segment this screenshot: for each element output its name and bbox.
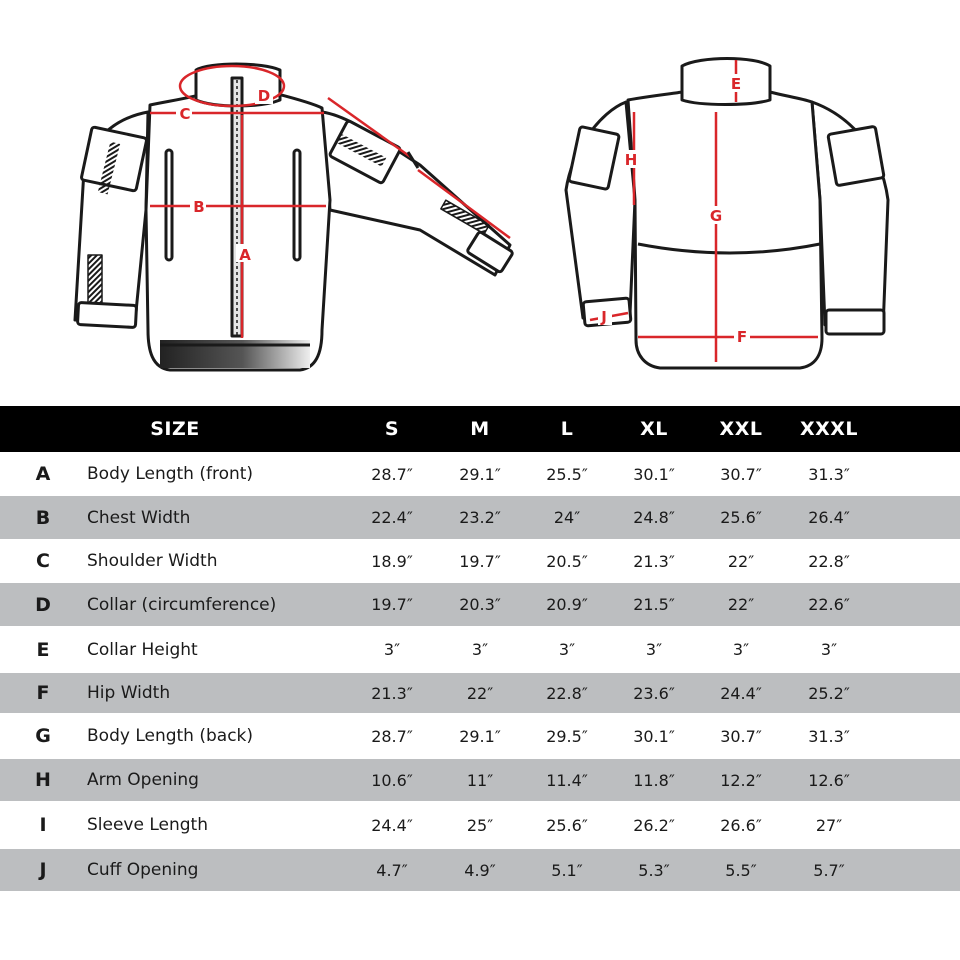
size-value-cell: 25″ [466, 815, 494, 835]
size-value-cell: 11.4″ [546, 770, 588, 790]
table-row [0, 801, 960, 849]
row-measurement-name: Body Length (back) [87, 726, 254, 746]
size-value-cell: 22.8″ [546, 683, 588, 703]
front-cuff-left [77, 302, 136, 327]
back-body [628, 92, 822, 368]
row-key-letter: C [36, 550, 50, 572]
header-size-m: M [470, 418, 490, 440]
back-cuff-right [826, 310, 884, 334]
size-value-cell: 3″ [820, 640, 838, 659]
jacket-front [75, 64, 513, 370]
svg-text:D: D [257, 87, 271, 105]
size-value-cell: 26.6″ [720, 815, 762, 835]
table-row [0, 849, 960, 891]
size-value-cell: 21.3″ [371, 683, 413, 703]
size-value-cell: 23.6″ [633, 683, 675, 703]
size-value-cell: 5.1″ [551, 860, 583, 880]
svg-text:F: F [736, 328, 748, 346]
size-value-cell: 20.5″ [546, 551, 588, 571]
size-value-cell: 12.2″ [720, 770, 762, 790]
table-row [0, 496, 960, 539]
row-key-letter: J [39, 859, 47, 881]
row-key-letter: A [35, 463, 51, 485]
size-value-cell: 5.7″ [813, 860, 845, 880]
size-value-cell: 28.7″ [371, 726, 413, 746]
size-value-cell: 29.5″ [546, 726, 588, 746]
jacket-measurement-diagram [0, 0, 960, 400]
row-key-letter: D [35, 593, 51, 616]
size-value-cell: 26.2″ [633, 815, 675, 835]
row-measurement-name: Chest Width [87, 507, 191, 528]
size-value-cell: 31.3″ [808, 726, 850, 746]
size-value-cell: 4.9″ [464, 860, 496, 880]
svg-text:E: E [730, 75, 742, 93]
size-value-cell: 29.1″ [459, 726, 501, 746]
back-arm-patch-right [828, 126, 884, 186]
size-value-cell: 26.4″ [808, 508, 850, 527]
table-row [0, 759, 960, 801]
size-value-cell: 30.1″ [633, 464, 675, 484]
size-value-cell: 22″ [466, 683, 494, 703]
row-measurement-name: Arm Opening [87, 770, 199, 790]
row-measurement-name: Collar Height [87, 639, 198, 660]
size-value-cell: 18.9″ [371, 551, 413, 571]
header-size-xxl: XXL [719, 418, 763, 440]
svg-text:H: H [624, 151, 638, 169]
size-value-cell: 3″ [645, 640, 663, 659]
size-value-cell: 21.3″ [633, 551, 675, 571]
size-value-cell: 24.4″ [720, 683, 762, 703]
row-measurement-name: Hip Width [87, 683, 171, 703]
size-value-cell: 11″ [466, 770, 494, 790]
header-size-s: S [384, 418, 400, 440]
size-value-cell: 11.8″ [633, 770, 675, 790]
size-value-cell: 30.7″ [720, 726, 762, 746]
size-value-cell: 19.7″ [459, 551, 501, 571]
size-value-cell: 23.2″ [459, 508, 501, 527]
size-value-cell: 25.6″ [546, 815, 588, 835]
table-body [0, 452, 960, 891]
size-value-cell: 30.1″ [633, 726, 675, 746]
table-row [0, 452, 960, 496]
size-value-cell: 3″ [732, 640, 750, 659]
size-value-cell: 24.8″ [633, 508, 675, 527]
table-header-row [0, 406, 960, 452]
row-measurement-name: Body Length (front) [87, 464, 254, 484]
row-measurement-name: Collar (circumference) [87, 594, 277, 615]
row-measurement-name: Cuff Opening [87, 860, 199, 880]
size-value-cell: 27″ [815, 815, 843, 835]
table-row [0, 673, 960, 713]
size-value-cell: 31.3″ [808, 464, 850, 484]
header-size-xl: XL [640, 418, 668, 440]
table-row [0, 626, 960, 673]
header-size-xxxl: XXXL [799, 418, 859, 440]
size-value-cell: 10.6″ [371, 770, 413, 790]
size-value-cell: 21.5″ [633, 595, 675, 614]
row-measurement-name: Shoulder Width [87, 551, 218, 571]
size-value-cell: 22″ [727, 551, 755, 571]
row-measurement-name: Sleeve Length [87, 815, 208, 835]
size-value-cell: 3″ [383, 640, 401, 659]
size-value-cell: 5.3″ [638, 860, 670, 880]
table-row [0, 713, 960, 759]
row-key-letter: G [35, 725, 51, 747]
size-value-cell: 22.6″ [808, 595, 850, 614]
size-value-cell: 3″ [558, 640, 576, 659]
row-key-letter: H [35, 769, 51, 791]
header-size-l: L [560, 418, 574, 440]
svg-text:B: B [193, 198, 205, 216]
svg-text:C: C [179, 105, 191, 123]
size-value-cell: 25.5″ [546, 464, 588, 484]
size-value-cell: 28.7″ [371, 464, 413, 484]
size-chart-table [0, 406, 960, 891]
row-key-letter: E [36, 638, 50, 661]
header-size-label: SIZE [150, 418, 200, 440]
size-value-cell: 29.1″ [459, 464, 501, 484]
row-key-letter: F [36, 682, 50, 704]
size-value-cell: 20.3″ [459, 595, 501, 614]
size-value-cell: 20.9″ [546, 595, 588, 614]
table-row [0, 539, 960, 583]
size-value-cell: 22.8″ [808, 551, 850, 571]
svg-text:A: A [239, 246, 251, 264]
size-value-cell: 3″ [471, 640, 489, 659]
svg-text:J: J [601, 308, 607, 326]
svg-text:G: G [709, 207, 723, 225]
size-value-cell: 4.7″ [376, 860, 408, 880]
row-key-letter: I [39, 814, 47, 836]
back-collar [682, 59, 770, 105]
size-value-cell: 22.4″ [371, 508, 413, 527]
size-value-cell: 12.6″ [808, 770, 850, 790]
size-value-cell: 24″ [553, 508, 581, 527]
row-key-letter: B [35, 506, 51, 529]
size-value-cell: 22″ [727, 595, 755, 614]
size-value-cell: 30.7″ [720, 464, 762, 484]
size-value-cell: 25.2″ [808, 683, 850, 703]
size-value-cell: 25.6″ [720, 508, 762, 527]
size-value-cell: 24.4″ [371, 815, 413, 835]
size-value-cell: 5.5″ [725, 860, 757, 880]
jacket-back [566, 59, 888, 369]
table-row [0, 583, 960, 626]
size-value-cell: 19.7″ [371, 595, 413, 614]
